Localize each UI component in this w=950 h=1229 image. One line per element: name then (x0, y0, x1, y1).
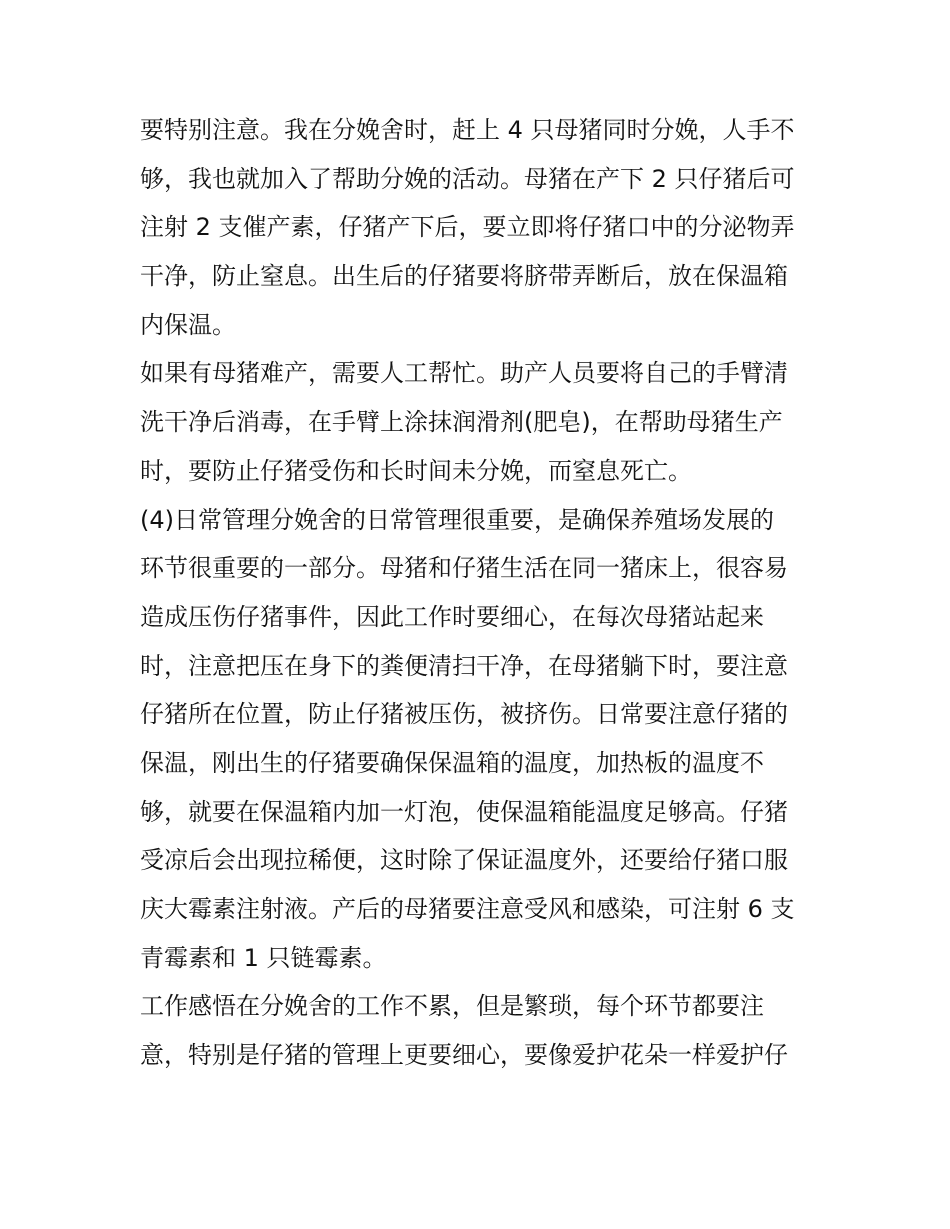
text-line: 仔猪所在位置，防止仔猪被压伤，被挤伤。日常要注意仔猪的 (140, 700, 788, 729)
text-line: 如果有母猪难产，需要人工帮忙。助产人员要将自己的手臂清 (140, 359, 788, 388)
text-line: 意，特别是仔猪的管理上更要细心，要像爱护花朵一样爱护仔 (140, 1041, 788, 1070)
document-body (140, 106, 815, 1080)
text-line: 造成压伤仔猪事件，因此工作时要细心，在每次母猪站起来 (140, 602, 764, 631)
text-line: 工作感悟在分娩舍的工作不累，但是繁琐，每个环节都要注 (140, 992, 764, 1021)
text-line: 洗干净后消毒，在手臂上涂抹润滑剂(肥皂)，在帮助母猪生产 (140, 408, 783, 437)
text-line: 受凉后会出现拉稀便，这时除了保证温度外，还要给仔猪口服 (140, 846, 788, 875)
text-line: 够，就要在保温箱内加一灯泡，使保温箱能温度足够高。仔猪 (140, 797, 788, 826)
text-line: 时，注意把压在身下的粪便清扫干净，在母猪躺下时，要注意 (140, 651, 788, 680)
text-line: 庆大霉素注射液。产后的母猪要注意受风和感染，可注射 6 支 (140, 895, 795, 923)
text-line: (4)日常管理分娩舍的日常管理很重要，是确保养殖场发展的 (140, 505, 774, 534)
text-line: 青霉素和 1 只链霉素。 (140, 943, 387, 972)
text-line: 保温，刚出生的仔猪要确保保温箱的温度，加热板的温度不 (140, 748, 764, 777)
text-line: 注射 2 支催产素，仔猪产下后，要立即将仔猪口中的分泌物弄 (140, 213, 795, 242)
text-line: 环节很重要的一部分。母猪和仔猪生活在同一猪床上，很容易 (140, 554, 788, 583)
text-line: 内保温。 (140, 310, 236, 339)
text-line: 够，我也就加入了帮助分娩的活动。母猪在产下 2 只仔猪后可 (140, 164, 795, 193)
text-line: 时，要防止仔猪受伤和长时间未分娩，而窒息死亡。 (140, 456, 692, 485)
text-line: 干净，防止窒息。出生后的仔猪要将脐带弄断后，放在保温箱 (140, 262, 788, 291)
text-line: 要特别注意。我在分娩舍时，赶上 4 只母猪同时分娩，人手不 (140, 116, 795, 144)
